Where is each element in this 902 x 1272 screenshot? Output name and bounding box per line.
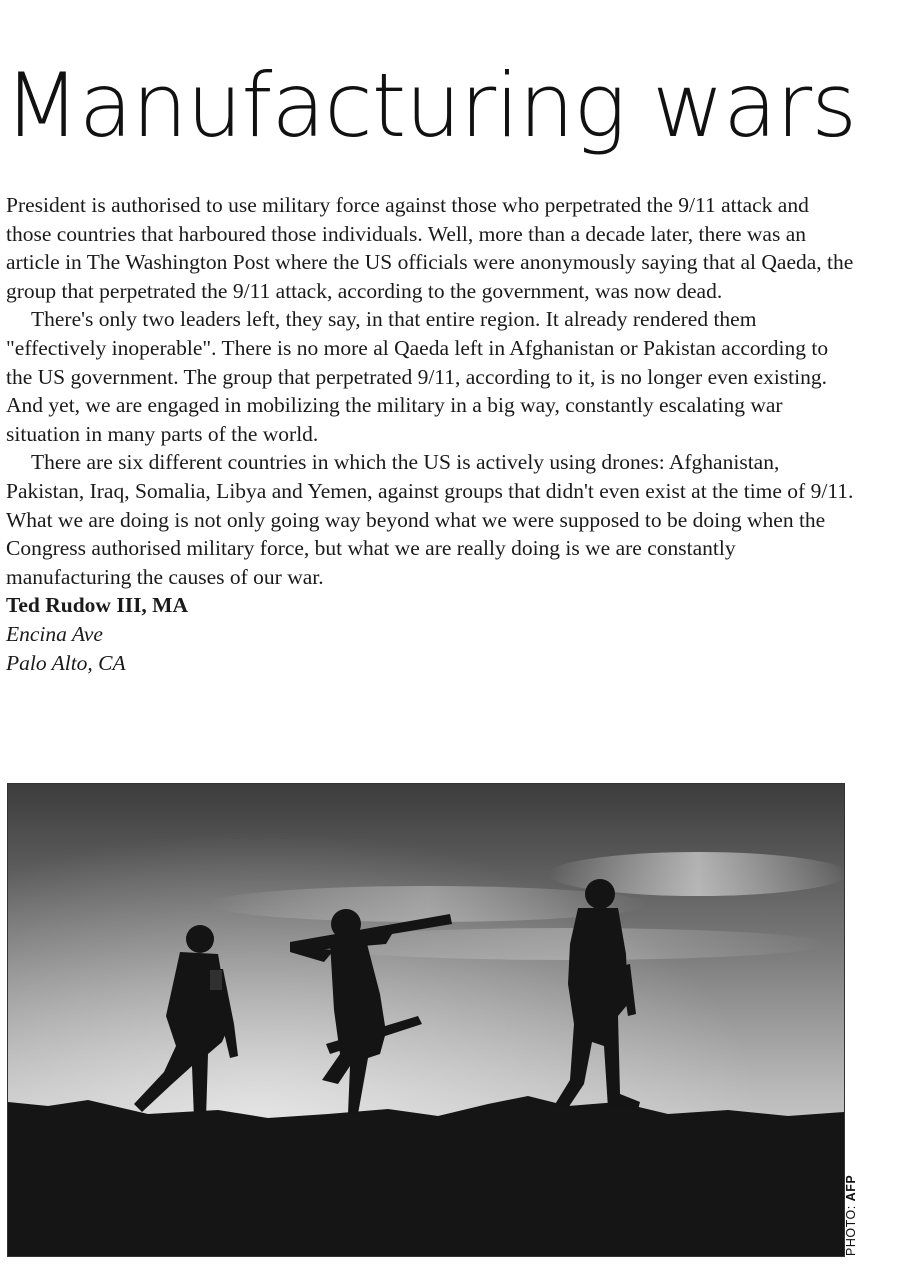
headline: Manufacturing wars (4, 54, 857, 157)
paragraph-1: President is authorised to use military force against those who perpetrated the 9/11 attack and those countries that harboured those individuals. Well, more than a decade later, there was an article in The Washington Post where the US officials were anonymously saying that al Qaeda, the group that perpetrated the 9/11 attack, according to the government, was now dead. (6, 193, 854, 303)
author-street: Encina Ave (6, 621, 103, 646)
author-city: Palo Alto, CA (6, 650, 126, 675)
photo-credit (844, 1156, 860, 1256)
soldiers-silhouette-photo (7, 783, 845, 1257)
ground-silhouette (8, 1096, 844, 1256)
letter-body (6, 191, 856, 677)
paragraph-3: There are six different countries in which the US is actively using drones: Afghanistan, Pakistan, Iraq, Somalia, Libya and Yemen, against groups that didn't even exist at the time of 9/11. What we are doing is not only going way beyond what we were supposed to be doing when the Congress authorised military force, but what we are really doing is we are constantly manufacturing the causes of our war. (6, 450, 854, 589)
author-name: Ted Rudow III, MA (6, 593, 189, 618)
photo-credit-source: AFP (844, 1174, 858, 1202)
photo-illustration (8, 784, 844, 1256)
photo-credit-prefix: PHOTO: (844, 1205, 858, 1256)
paragraph-2: There's only two leaders left, they say, in that entire region. It already rendered them "effectively inoperable". There is no more al Qaeda left in Afghanistan or Pakistan according to the US government. The group that perpetrated 9/11, according to it, is no longer even existing. And yet, we are engaged in mobilizing the military in a big way, constantly escalating war situation in many parts of the world. (6, 307, 829, 446)
signature-block (6, 591, 856, 677)
